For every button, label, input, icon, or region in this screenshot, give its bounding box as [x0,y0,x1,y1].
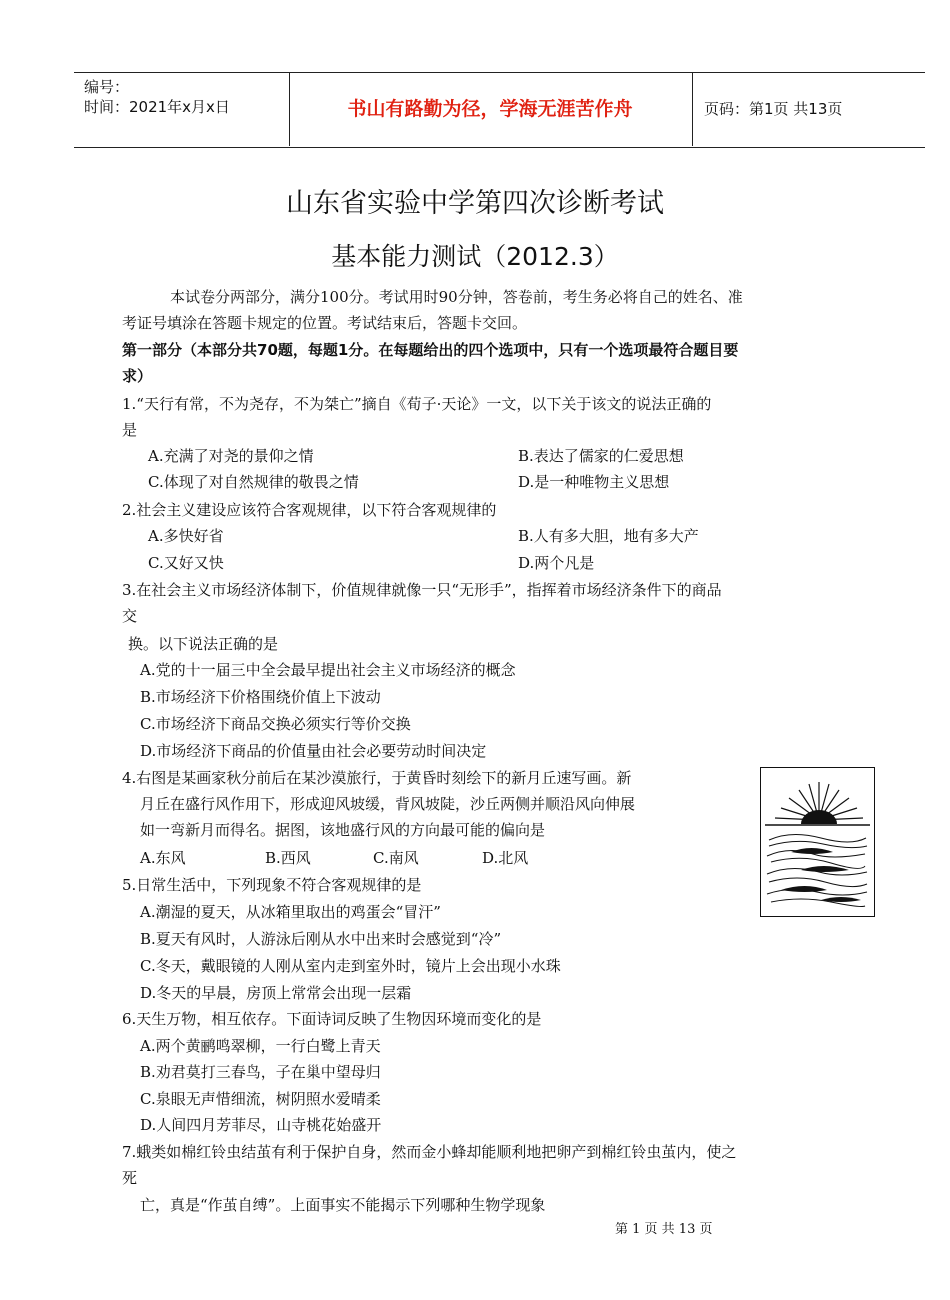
sunset-dune-illustration [761,768,874,916]
exam-title: 山东省实验中学第四次诊断考试 [286,188,664,219]
option-b: B.人有多大胆，地有多大产 [518,527,699,545]
question-stem: 是 [122,421,138,439]
question-stem: 2.社会主义建设应该符合客观规律，以下符合客观规律的 [122,501,497,519]
section-heading: 第一部分（本部分共70题，每题1分。在每题给出的四个选项中，只有一个选项最符合题目要 [122,341,739,359]
header-page-number: 页码：第1页 共13页 [704,100,843,118]
question-stem: 月丘在盛行风作用下，形成迎风坡缓，背风坡陡，沙丘两侧并顺沿风向伸展 [140,795,636,813]
question-stem: 换。以下说法正确的是 [128,635,279,653]
question-stem: 1.“天行有常，不为尧存，不为桀亡”摘自《荀子·天论》一文，以下关于该文的说法正确的 [122,395,712,413]
question-stem: 死 [122,1169,138,1187]
option-c: C.冬天，戴眼镜的人刚从室内走到室外时，镜片上会出现小水珠 [140,957,561,975]
intro-line: 本试卷分两部分，满分100分。考试用时90分钟，答卷前，考生务必将自己的姓名、准 [170,288,743,306]
header-code: 编号： [84,78,130,96]
header-meta [84,77,230,117]
option-a: A.党的十一届三中全会最早提出社会主义市场经济的概念 [140,661,516,679]
option-b: B.劝君莫打三春鸟，子在巢中望母归 [140,1063,381,1081]
question-stem: 7.蛾类如棉红铃虫结茧有利于保护自身，然而金小蜂却能顺利地把卵产到棉红铃虫茧内，使之 [122,1143,737,1161]
question-stem: 6.天生万物，相互依存。下面诗词反映了生物因环境而变化的是 [122,1010,542,1028]
option-d: D.市场经济下商品的价值量由社会必要劳动时间决定 [140,742,487,760]
option-c: C.又好又快 [148,554,224,572]
option-a: A.东风 [140,849,186,867]
option-a: A.充满了对尧的景仰之情 [148,447,314,465]
section-heading: 求） [122,367,153,385]
option-d: D.两个凡是 [518,554,595,572]
question-stem: 3.在社会主义市场经济体制下，价值规律就像一只“无形手”，指挥着市场经济条件下的商品 [122,581,722,599]
question-stem: 亡，真是“作茧自缚”。上面事实不能揭示下列哪种生物学现象 [140,1196,546,1214]
page-footer: 第 1 页 共 13 页 [615,1222,713,1237]
option-b: B.表达了儒家的仁爱思想 [518,447,684,465]
header-divider [692,72,693,146]
desert-dune-sketch-figure [760,767,875,917]
header-motto: 书山有路勤为径，学海无涯苦作舟 [347,98,633,120]
option-a: A.多快好省 [148,527,224,545]
option-a: A.潮湿的夏天，从冰箱里取出的鸡蛋会“冒汗” [140,903,441,921]
option-c: C.泉眼无声惜细流，树阴照水爱晴柔 [140,1090,381,1108]
option-c: C.南风 [373,849,419,867]
question-stem: 5.日常生活中，下列现象不符合客观规律的是 [122,876,422,894]
option-a: A.两个黄鹂鸣翠柳，一行白鹭上青天 [140,1037,381,1055]
intro-line: 考证号填涂在答题卡规定的位置。考试结束后，答题卡交回。 [122,314,528,332]
option-c: C.体现了对自然规律的敬畏之情 [148,473,359,491]
option-d: D.冬天的早晨，房顶上常常会出现一层霜 [140,984,412,1002]
question-stem: 4.右图是某画家秋分前后在某沙漠旅行，于黄昏时刻绘下的新月丘速写画。新 [122,769,632,787]
option-d: D.北风 [482,849,529,867]
option-b: B.市场经济下价格围绕价值上下波动 [140,688,381,706]
option-b: B.西风 [265,849,311,867]
option-b: B.夏天有风时，人游泳后刚从水中出来时会感觉到“冷” [140,930,502,948]
header-time: 时间：2021年x月x日 [84,98,230,116]
exam-subtitle: 基本能力测试（2012.3） [331,242,619,271]
question-stem: 交 [122,607,138,625]
option-d: D.人间四月芳菲尽，山寺桃花始盛开 [140,1116,382,1134]
option-c: C.市场经济下商品交换必须实行等价交换 [140,715,411,733]
option-d: D.是一种唯物主义思想 [518,473,670,491]
question-stem: 如一弯新月而得名。据图，该地盛行风的方向最可能的偏向是 [140,821,546,839]
